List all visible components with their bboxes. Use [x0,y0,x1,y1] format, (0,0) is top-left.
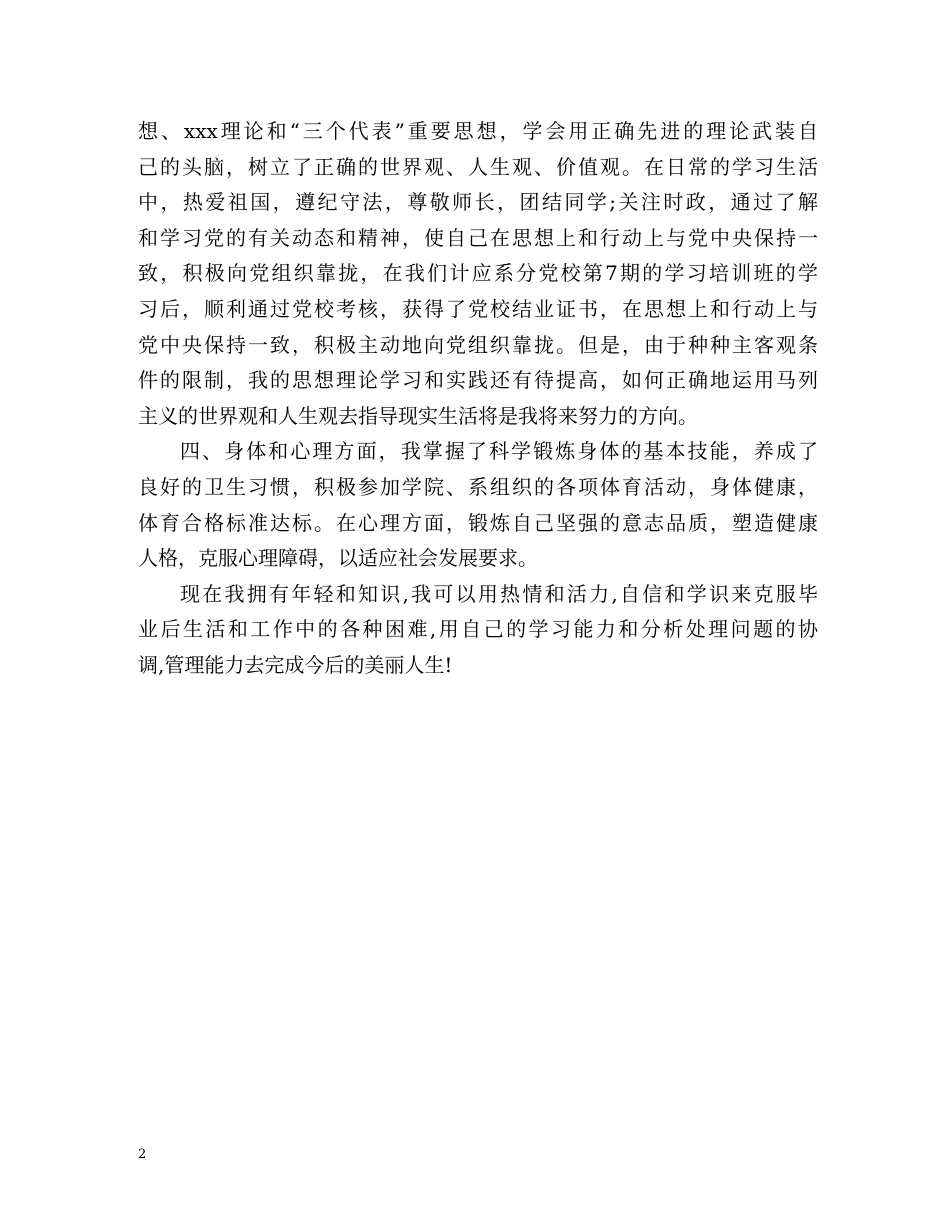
document-body [138,114,818,684]
text-line: 己的头脑，树立了正确的世界观、人生观、价值观。在日常的学习生活 [138,154,818,179]
text-line: 四、身体和心理方面，我掌握了科学锻炼身体的基本技能，养成了 [180,439,818,464]
text-line: 调,管理能力去完成今后的美丽人生! [138,652,453,677]
text-line: 现在我拥有年轻和知识,我可以用热情和活力,自信和学识来克服毕 [180,581,818,606]
text-line: 业后生活和工作中的各种困难,用自己的学习能力和分析处理问题的协 [138,617,818,642]
text-line: 习后，顺利通过党校考核，获得了党校结业证书，在思想上和行动上与 [138,296,818,321]
text-line: 良好的卫生习惯，积极参加学院、系组织的各项体育活动，身体健康， [138,474,818,499]
text-line: 想、xxx理论和“三个代表”重要思想，学会用正确先进的理论武装自 [138,119,818,143]
text-line: 体育合格标准达标。在心理方面，锻炼自己坚强的意志品质，塑造健康 [138,510,818,535]
text-line: 党中央保持一致，积极主动地向党组织靠拢。但是，由于种种主客观条 [138,332,818,357]
text-line: 中，热爱祖国，遵纪守法，尊敬师长，团结同学;关注时政，通过了解 [138,190,818,215]
text-line: 和学习党的有关动态和精神，使自己在思想上和行动上与党中央保持一 [138,225,818,250]
text-line: 件的限制，我的思想理论学习和实践还有待提高，如何正确地运用马列 [138,368,818,393]
text-line: 主义的世界观和人生观去指导现实生活将是我将来努力的方向。 [138,403,698,428]
text-line: 人格，克服心理障碍，以适应社会发展要求。 [138,546,538,571]
page-number: 2 [138,1147,147,1162]
text-line: 致，积极向党组织靠拢，在我们计应系分党校第7期的学习培训班的学 [138,261,818,286]
